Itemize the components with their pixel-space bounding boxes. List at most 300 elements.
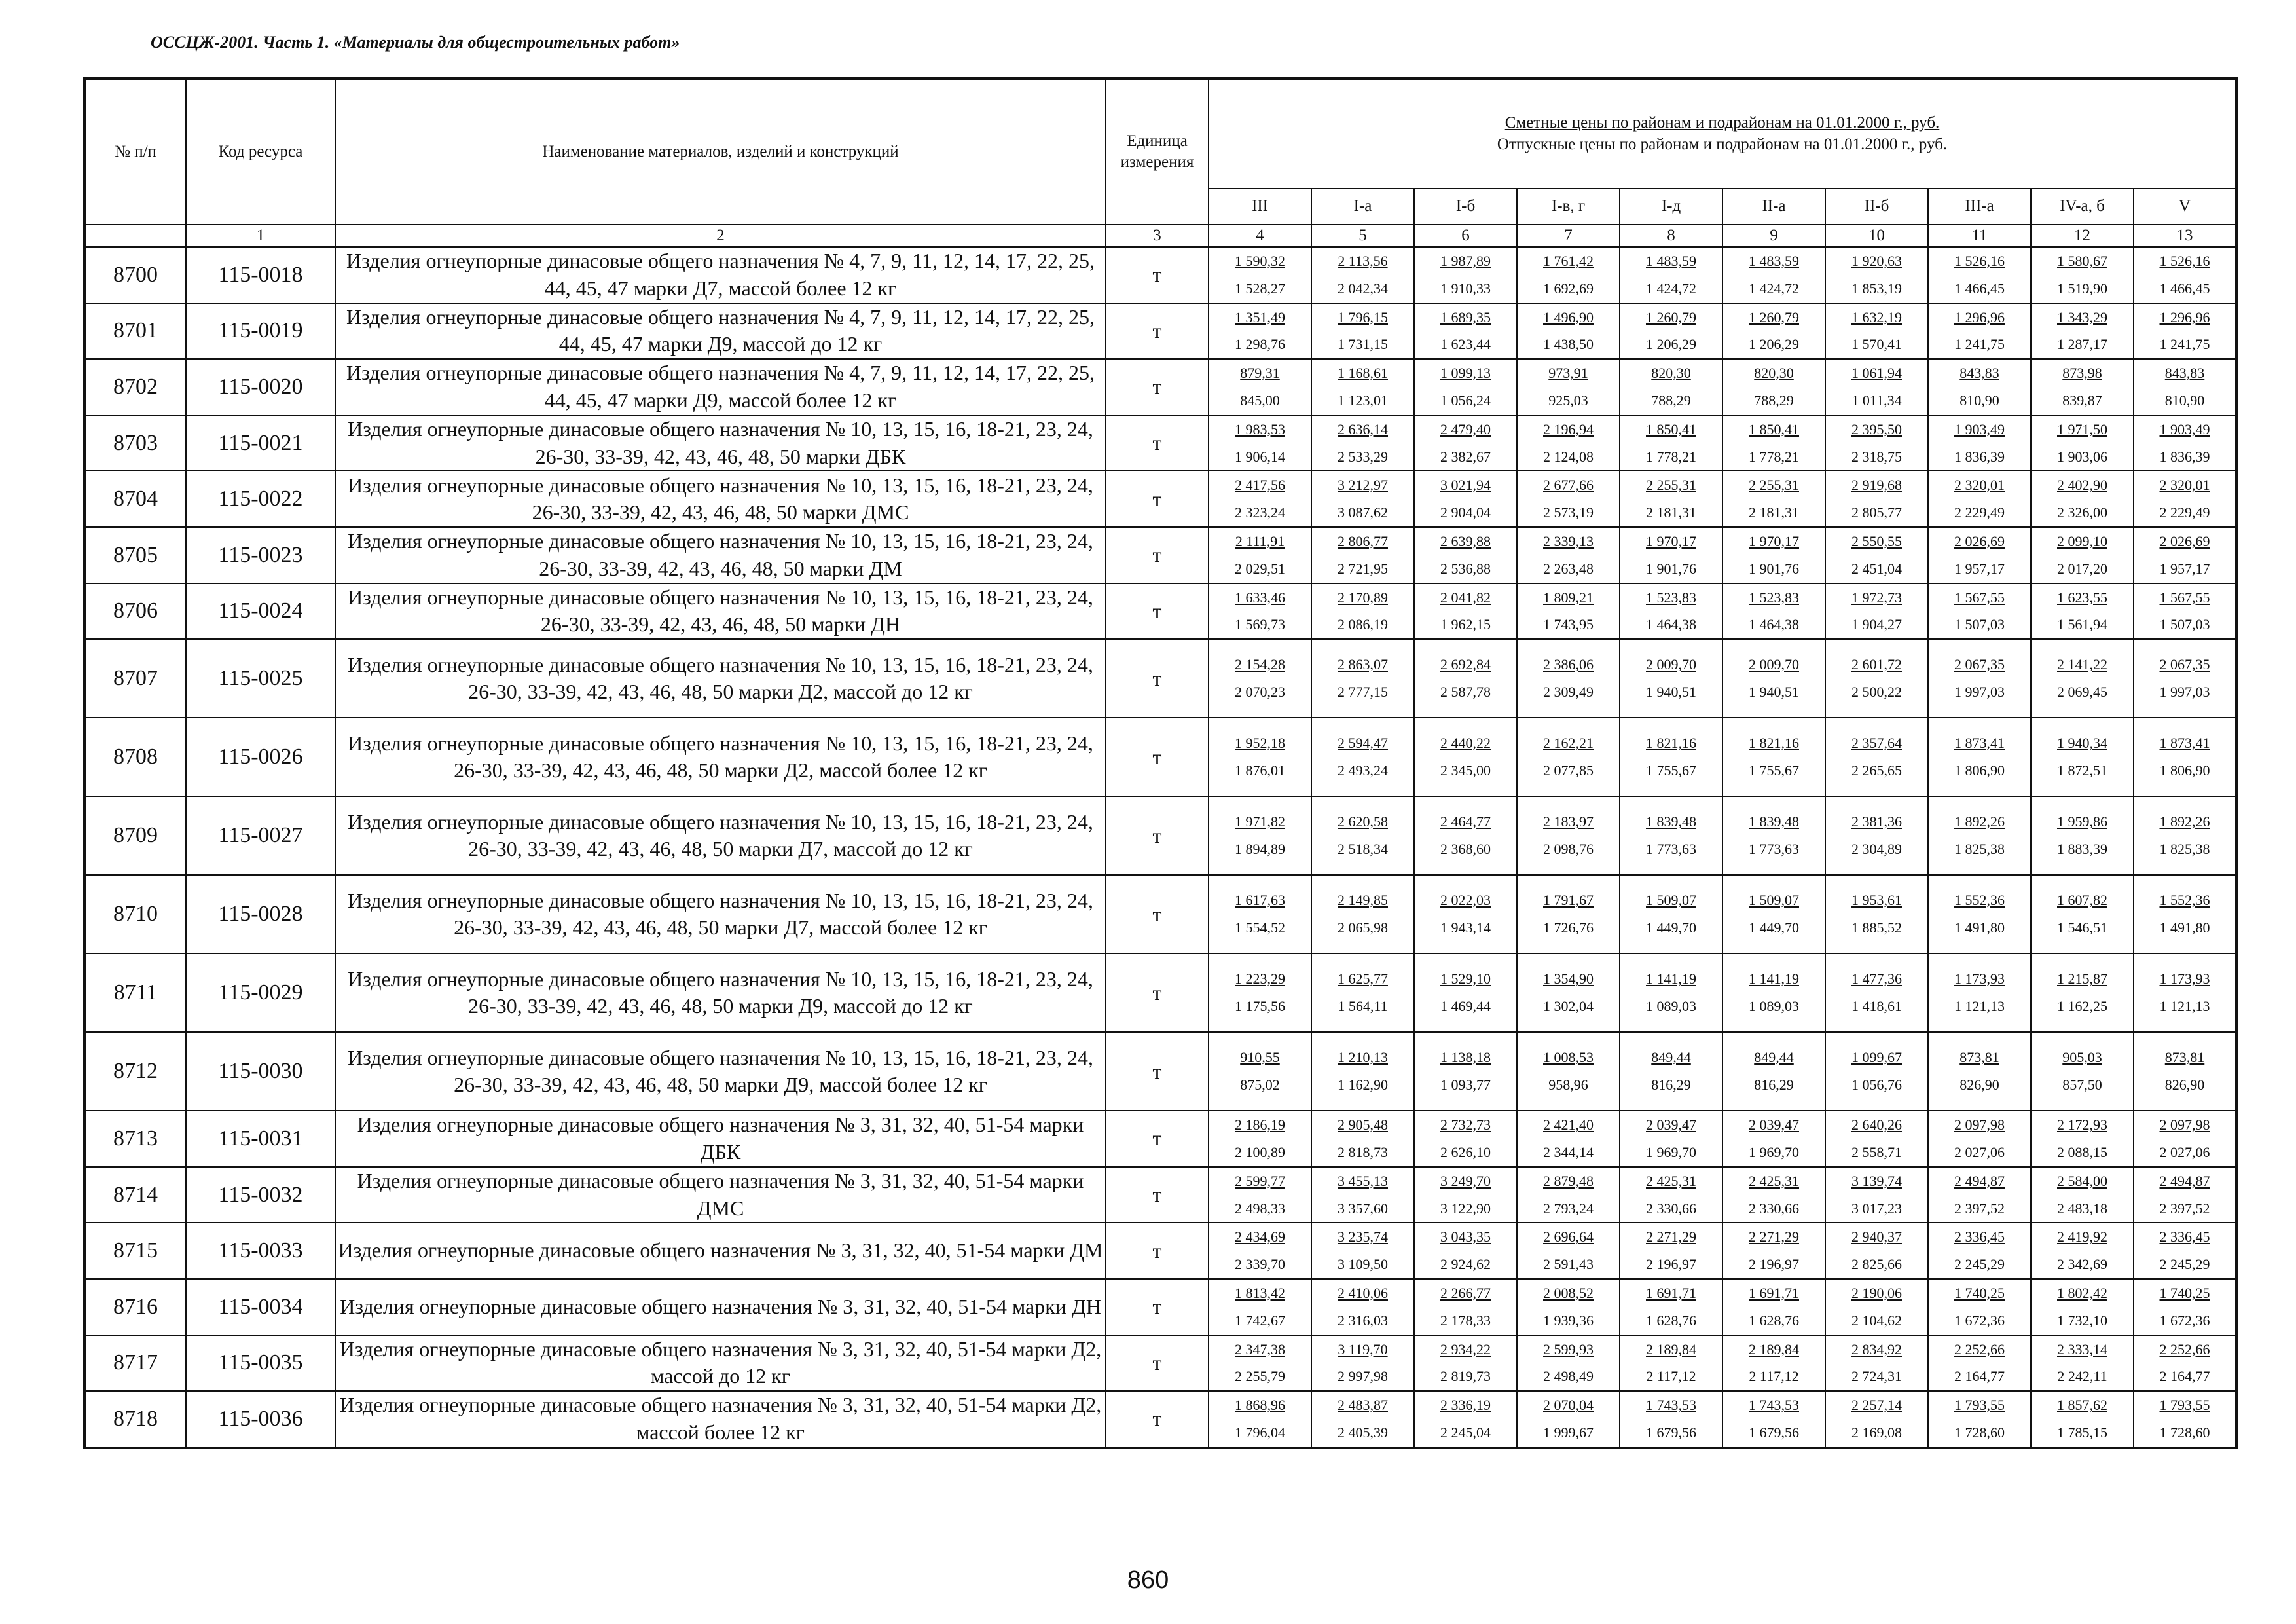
release-price: 1 806,90	[1954, 762, 2005, 779]
estimate-price: 1 903,49	[1954, 420, 2005, 437]
price-cell	[1209, 718, 1311, 796]
release-price: 2 017,20	[2057, 560, 2107, 577]
price-table	[83, 77, 2238, 1449]
release-price: 1 910,33	[1440, 280, 1491, 297]
price-cell	[1620, 796, 1722, 875]
column-number: 6	[1414, 225, 1517, 247]
estimate-price: 2 434,69	[1235, 1228, 1285, 1246]
price-cell	[1825, 1111, 1928, 1167]
price-cell	[2134, 247, 2236, 303]
release-price: 1 672,36	[2159, 1312, 2210, 1329]
release-price: 1 901,76	[1749, 560, 1799, 577]
release-price: 2 904,04	[1440, 504, 1491, 521]
price-cell	[1722, 247, 1825, 303]
resource-code: 115-0028	[186, 875, 335, 953]
material-name: Изделия огнеупорные динасовые общего назначения № 4, 7, 9, 11, 12, 14, 17, 22, 25, 44, 45, 47 марки Д7, массой более 12 кг	[335, 247, 1106, 303]
estimate-price: 2 381,36	[1851, 813, 1902, 830]
estimate-price: 1 632,19	[1851, 308, 1902, 325]
column-number: 5	[1311, 225, 1414, 247]
price-cell	[2134, 1279, 2236, 1335]
table-row	[84, 247, 2236, 303]
release-price: 1 449,70	[1646, 919, 1696, 936]
estimate-price: 1 740,25	[2159, 1284, 2210, 1301]
unit-of-measure: т	[1106, 1167, 1209, 1223]
price-cell	[1209, 583, 1311, 640]
estimate-price: 873,81	[2164, 1049, 2205, 1066]
release-price: 1 778,21	[1646, 448, 1696, 465]
price-cell	[1825, 1391, 1928, 1448]
release-price: 1 554,52	[1235, 919, 1285, 936]
release-price: 2 626,10	[1440, 1143, 1491, 1160]
release-price: 1 564,11	[1338, 998, 1388, 1015]
unit-of-measure: т	[1106, 1391, 1209, 1448]
price-cell	[2134, 639, 2236, 718]
release-price: 2 342,69	[2057, 1256, 2107, 1273]
release-price: 1 679,56	[1749, 1424, 1799, 1441]
release-price: 1 904,27	[1851, 616, 1902, 633]
price-cell	[2134, 359, 2236, 415]
price-cell	[1414, 247, 1517, 303]
material-name: Изделия огнеупорные динасовые общего назначения № 3, 31, 32, 40, 51-54 марки ДБК	[335, 1111, 1106, 1167]
row-number: 8709	[84, 796, 186, 875]
estimate-price: 2 162,21	[1543, 735, 1594, 752]
release-price: 1 466,45	[2159, 280, 2210, 297]
release-price: 2 330,66	[1646, 1200, 1696, 1217]
price-cell	[1517, 303, 1620, 360]
region-header: II-а	[1722, 189, 1825, 225]
release-price: 1 519,90	[2057, 280, 2107, 297]
region-header: I-в, г	[1517, 189, 1620, 225]
material-name: Изделия огнеупорные динасовые общего назначения № 3, 31, 32, 40, 51-54 марки Д2, массой до 12 кг	[335, 1335, 1106, 1392]
price-cell	[1928, 583, 2031, 640]
price-cell	[1722, 1167, 1825, 1223]
release-price: 1 728,60	[1954, 1424, 2005, 1441]
release-price: 2 117,12	[1646, 1368, 1696, 1385]
price-cell	[1311, 527, 1414, 583]
estimate-price: 2 601,72	[1851, 656, 1902, 673]
price-cell	[2031, 415, 2134, 471]
estimate-price: 1 689,35	[1440, 308, 1491, 325]
price-cell	[1517, 1223, 1620, 1279]
estimate-price: 1 354,90	[1543, 970, 1594, 987]
price-cell	[1620, 1335, 1722, 1392]
estimate-price: 1 953,61	[1851, 892, 1902, 909]
release-price: 1 939,36	[1543, 1312, 1594, 1329]
estimate-price: 1 793,55	[2159, 1397, 2210, 1414]
estimate-price: 1 839,48	[1749, 813, 1799, 830]
release-price: 2 777,15	[1338, 684, 1388, 701]
table-row	[84, 875, 2236, 953]
price-cell	[1414, 796, 1517, 875]
estimate-price: 2 386,06	[1543, 656, 1594, 673]
release-price: 1 957,17	[1954, 560, 2005, 577]
release-price: 1 885,52	[1851, 919, 1902, 936]
release-price: 1 175,56	[1235, 998, 1285, 1015]
estimate-price: 3 212,97	[1338, 477, 1388, 494]
price-cell	[1414, 875, 1517, 953]
release-price: 1 728,60	[2159, 1424, 2210, 1441]
price-cell	[2134, 527, 2236, 583]
price-cell	[1209, 1391, 1311, 1448]
row-number: 8706	[84, 583, 186, 640]
material-name: Изделия огнеупорные динасовые общего назначения № 3, 31, 32, 40, 51-54 марки ДН	[335, 1279, 1106, 1335]
release-price: 2 255,79	[1235, 1368, 1285, 1385]
estimate-price: 1 633,46	[1235, 589, 1285, 606]
estimate-price: 2 333,14	[2057, 1340, 2107, 1357]
table-row	[84, 1335, 2236, 1392]
price-cell	[2031, 359, 2134, 415]
estimate-price: 1 008,53	[1543, 1049, 1594, 1066]
price-cell	[1517, 1335, 1620, 1392]
price-cell	[1414, 527, 1517, 583]
estimate-price: 2 732,73	[1440, 1116, 1491, 1134]
material-name: Изделия огнеупорные динасовые общего назначения № 10, 13, 15, 16, 18-21, 23, 24, 26-30, 33-39, 42, 43, 46, 48, 50 марки ДМС	[335, 471, 1106, 527]
release-price: 2 245,29	[1954, 1256, 2005, 1273]
release-price: 857,50	[2062, 1077, 2102, 1094]
estimate-price: 1 987,89	[1440, 253, 1491, 269]
table-row	[84, 415, 2236, 471]
estimate-price: 1 343,29	[2057, 308, 2107, 325]
price-cell	[1928, 247, 2031, 303]
resource-code: 115-0036	[186, 1391, 335, 1448]
resource-code: 115-0020	[186, 359, 335, 415]
page-number: 860	[1127, 1566, 1169, 1594]
estimate-price: 2 594,47	[1338, 735, 1388, 752]
release-price: 1 806,90	[2159, 762, 2210, 779]
price-cell	[1928, 1167, 2031, 1223]
unit-of-measure: т	[1106, 359, 1209, 415]
price-cell	[1928, 471, 2031, 527]
estimate-price: 905,03	[2062, 1049, 2102, 1066]
release-price: 2 086,19	[1338, 616, 1388, 633]
estimate-price: 2 189,84	[1646, 1340, 1696, 1357]
estimate-price: 1 260,79	[1646, 308, 1696, 325]
price-cell	[2134, 303, 2236, 360]
price-cell	[1722, 796, 1825, 875]
price-cell	[2134, 796, 2236, 875]
price-cell	[1209, 415, 1311, 471]
table-row	[84, 1391, 2236, 1448]
unit-of-measure: т	[1106, 1335, 1209, 1392]
price-cell	[1414, 718, 1517, 796]
price-cell	[1825, 875, 1928, 953]
release-price: 1 940,51	[1749, 684, 1799, 701]
prices-estimate-heading: Сметные цены по районам и подрайонам на 01.01.2000 г., руб.	[1504, 114, 1940, 132]
column-header-code: Код ресурса	[186, 79, 335, 225]
price-cell	[1928, 303, 2031, 360]
price-cell	[2134, 1223, 2236, 1279]
estimate-price: 1 483,59	[1646, 253, 1696, 269]
estimate-price: 2 170,89	[1338, 589, 1388, 606]
table-row	[84, 303, 2236, 360]
estimate-price: 2 483,87	[1338, 1397, 1388, 1414]
release-price: 1 464,38	[1646, 616, 1696, 633]
estimate-price: 2 255,31	[1646, 477, 1696, 494]
release-price: 1 962,15	[1440, 616, 1491, 633]
estimate-price: 1 260,79	[1749, 308, 1799, 325]
price-cell	[2134, 718, 2236, 796]
price-cell	[2134, 1111, 2236, 1167]
release-price: 1 123,01	[1338, 392, 1388, 409]
resource-code: 115-0031	[186, 1111, 335, 1167]
row-number: 8717	[84, 1335, 186, 1392]
price-cell	[1722, 527, 1825, 583]
row-number: 8704	[84, 471, 186, 527]
release-price: 1 836,39	[1954, 448, 2005, 465]
release-price: 2 591,43	[1543, 1256, 1594, 1273]
estimate-price: 2 067,35	[1954, 656, 2005, 673]
estimate-price: 973,91	[1548, 365, 1588, 382]
estimate-price: 2 417,56	[1235, 477, 1285, 494]
release-price: 2 344,14	[1543, 1143, 1594, 1160]
release-price: 839,87	[2062, 392, 2102, 409]
price-cell	[1928, 1335, 2031, 1392]
price-cell	[1209, 359, 1311, 415]
price-cell	[1517, 247, 1620, 303]
material-name: Изделия огнеупорные динасовые общего назначения № 10, 13, 15, 16, 18-21, 23, 24, 26-30, 33-39, 42, 43, 46, 48, 50 марки Д9, массой более 12 кг	[335, 1032, 1106, 1111]
estimate-price: 2 022,03	[1440, 892, 1491, 909]
price-cell	[2031, 1391, 2134, 1448]
price-cell	[2031, 527, 2134, 583]
price-cell	[1928, 1111, 2031, 1167]
release-price: 1 825,38	[2159, 841, 2210, 858]
price-cell	[1722, 639, 1825, 718]
price-cell	[1825, 359, 1928, 415]
release-price: 2 065,98	[1338, 919, 1388, 936]
region-header: II-б	[1825, 189, 1928, 225]
table-row	[84, 639, 2236, 718]
release-price: 3 087,62	[1338, 504, 1388, 521]
price-cell	[2031, 1167, 2134, 1223]
release-price: 1 561,94	[2057, 616, 2107, 633]
estimate-price: 2 863,07	[1338, 656, 1388, 673]
price-cell	[1722, 303, 1825, 360]
price-cell	[1209, 471, 1311, 527]
estimate-price: 2 196,94	[1543, 420, 1594, 437]
estimate-price: 2 940,37	[1851, 1228, 1902, 1246]
release-price: 1 773,63	[1749, 841, 1799, 858]
price-cell	[1620, 1279, 1722, 1335]
estimate-price: 2 320,01	[2159, 477, 2210, 494]
release-price: 2 323,24	[1235, 504, 1285, 521]
release-price: 2 533,29	[1338, 448, 1388, 465]
region-header: I-б	[1414, 189, 1517, 225]
row-number: 8711	[84, 953, 186, 1032]
price-cell	[1414, 415, 1517, 471]
estimate-price: 2 347,38	[1235, 1340, 1285, 1357]
estimate-price: 1 099,67	[1851, 1049, 1902, 1066]
estimate-price: 1 296,96	[1954, 308, 2005, 325]
release-price: 2 098,76	[1543, 841, 1594, 858]
price-cell	[2031, 1279, 2134, 1335]
release-price: 2 500,22	[1851, 684, 1902, 701]
price-cell	[1928, 875, 2031, 953]
price-cell	[2134, 1032, 2236, 1111]
release-price: 2 997,98	[1338, 1368, 1388, 1385]
price-cell	[1414, 639, 1517, 718]
release-price: 1 121,13	[2159, 998, 2210, 1015]
estimate-price: 2 479,40	[1440, 420, 1491, 437]
release-price: 2 070,23	[1235, 684, 1285, 701]
estimate-price: 1 496,90	[1543, 308, 1594, 325]
price-cell	[1722, 471, 1825, 527]
estimate-price: 1 743,53	[1646, 1397, 1696, 1414]
release-price: 2 451,04	[1851, 560, 1902, 577]
price-cell	[1722, 1279, 1825, 1335]
price-cell	[2134, 415, 2236, 471]
release-price: 2 263,48	[1543, 560, 1594, 577]
price-cell	[1928, 1391, 2031, 1448]
release-price: 1 903,06	[2057, 448, 2107, 465]
price-cell	[1414, 303, 1517, 360]
region-header: IV-а, б	[2031, 189, 2134, 225]
resource-code: 115-0033	[186, 1223, 335, 1279]
price-cell	[1620, 1167, 1722, 1223]
estimate-price: 1 850,41	[1646, 420, 1696, 437]
table-row	[84, 796, 2236, 875]
estimate-price: 2 026,69	[2159, 532, 2210, 549]
release-price: 2 169,08	[1851, 1424, 1902, 1441]
row-number: 8713	[84, 1111, 186, 1167]
release-price: 3 122,90	[1440, 1200, 1491, 1217]
estimate-price: 1 892,26	[2159, 813, 2210, 830]
estimate-price: 2 141,22	[2057, 656, 2107, 673]
estimate-price: 2 599,93	[1543, 1340, 1594, 1357]
price-cell	[1209, 1111, 1311, 1167]
price-cell	[1928, 527, 2031, 583]
release-price: 1 894,89	[1235, 841, 1285, 858]
release-price: 2 819,73	[1440, 1368, 1491, 1385]
row-number: 8714	[84, 1167, 186, 1223]
price-cell	[1928, 953, 2031, 1032]
release-price: 1 570,41	[1851, 336, 1902, 353]
release-price: 1 241,75	[1954, 336, 2005, 353]
price-cell	[1722, 1223, 1825, 1279]
estimate-price: 2 026,69	[1954, 532, 2005, 549]
release-price: 1 507,03	[2159, 616, 2210, 633]
release-price: 2 027,06	[1954, 1143, 2005, 1160]
estimate-price: 2 639,88	[1440, 532, 1491, 549]
release-price: 2 178,33	[1440, 1312, 1491, 1329]
estimate-price: 1 761,42	[1543, 253, 1594, 269]
price-cell	[1825, 303, 1928, 360]
release-price: 1 969,70	[1749, 1143, 1799, 1160]
release-price: 1 997,03	[1954, 684, 2005, 701]
price-cell	[1620, 1391, 1722, 1448]
estimate-price: 910,55	[1240, 1049, 1280, 1066]
release-price: 1 569,73	[1235, 616, 1285, 633]
estimate-price: 2 183,97	[1543, 813, 1594, 830]
price-cell	[1311, 953, 1414, 1032]
price-cell	[1825, 718, 1928, 796]
price-cell	[1311, 1167, 1414, 1223]
column-header-prices	[1209, 79, 2236, 189]
release-price: 2 304,89	[1851, 841, 1902, 858]
table-row	[84, 1167, 2236, 1223]
estimate-price: 1 141,19	[1646, 970, 1696, 987]
price-cell	[1414, 359, 1517, 415]
table-row	[84, 718, 2236, 796]
estimate-price: 843,83	[2164, 365, 2205, 382]
price-cell	[1825, 1167, 1928, 1223]
price-cell	[2031, 1111, 2134, 1167]
estimate-price: 1 971,82	[1235, 813, 1285, 830]
release-price: 958,96	[1548, 1077, 1588, 1094]
release-price: 1 424,72	[1749, 280, 1799, 297]
release-price: 2 042,34	[1338, 280, 1388, 297]
release-price: 2 229,49	[1954, 504, 2005, 521]
estimate-price: 1 590,32	[1235, 253, 1285, 269]
estimate-price: 2 339,13	[1543, 532, 1594, 549]
resource-code: 115-0034	[186, 1279, 335, 1335]
estimate-price: 2 550,55	[1851, 532, 1902, 549]
price-cell	[1825, 527, 1928, 583]
estimate-price: 843,83	[1959, 365, 1999, 382]
estimate-price: 2 494,87	[2159, 1172, 2210, 1189]
release-price: 2 326,00	[2057, 504, 2107, 521]
resource-code: 115-0026	[186, 718, 335, 796]
price-cell	[1517, 1391, 1620, 1448]
price-cell	[1825, 471, 1928, 527]
estimate-price: 1 839,48	[1646, 813, 1696, 830]
price-cell	[2134, 471, 2236, 527]
estimate-price: 1 552,36	[1954, 892, 2005, 909]
estimate-price: 879,31	[1240, 365, 1280, 382]
resource-code: 115-0025	[186, 639, 335, 718]
estimate-price: 1 809,21	[1543, 589, 1594, 606]
resource-code: 115-0018	[186, 247, 335, 303]
estimate-price: 2 008,52	[1543, 1284, 1594, 1301]
estimate-price: 2 336,45	[2159, 1228, 2210, 1246]
estimate-price: 1 567,55	[1954, 589, 2005, 606]
price-cell	[1825, 639, 1928, 718]
release-price: 1 438,50	[1543, 336, 1594, 353]
price-cell	[1722, 583, 1825, 640]
estimate-price: 2 097,98	[2159, 1116, 2210, 1134]
release-price: 1 796,04	[1235, 1424, 1285, 1441]
price-cell	[1311, 303, 1414, 360]
estimate-price: 3 043,35	[1440, 1228, 1491, 1246]
price-cell	[1311, 1279, 1414, 1335]
estimate-price: 1 691,71	[1749, 1284, 1799, 1301]
release-price: 1 726,76	[1543, 919, 1594, 936]
price-cell	[2031, 471, 2134, 527]
price-cell	[1414, 471, 1517, 527]
unit-of-measure: т	[1106, 796, 1209, 875]
estimate-price: 1 477,36	[1851, 970, 1902, 987]
release-price: 1 825,38	[1954, 841, 2005, 858]
estimate-price: 2 172,93	[2057, 1116, 2107, 1134]
release-price: 2 339,70	[1235, 1256, 1285, 1273]
price-cell	[2134, 1391, 2236, 1448]
estimate-price: 2 154,28	[1235, 656, 1285, 673]
release-price: 2 316,03	[1338, 1312, 1388, 1329]
release-price: 1 464,38	[1749, 616, 1799, 633]
region-header: I-а	[1311, 189, 1414, 225]
estimate-price: 1 567,55	[2159, 589, 2210, 606]
price-cell	[1517, 1032, 1620, 1111]
price-cell	[1722, 875, 1825, 953]
release-price: 2 405,39	[1338, 1424, 1388, 1441]
release-price: 2 229,49	[2159, 504, 2210, 521]
row-number: 8716	[84, 1279, 186, 1335]
release-price: 2 330,66	[1749, 1200, 1799, 1217]
price-cell	[1311, 359, 1414, 415]
release-price: 3 017,23	[1851, 1200, 1902, 1217]
estimate-price: 2 425,31	[1749, 1172, 1799, 1189]
estimate-price: 1 802,42	[2057, 1284, 2107, 1301]
row-number: 8703	[84, 415, 186, 471]
